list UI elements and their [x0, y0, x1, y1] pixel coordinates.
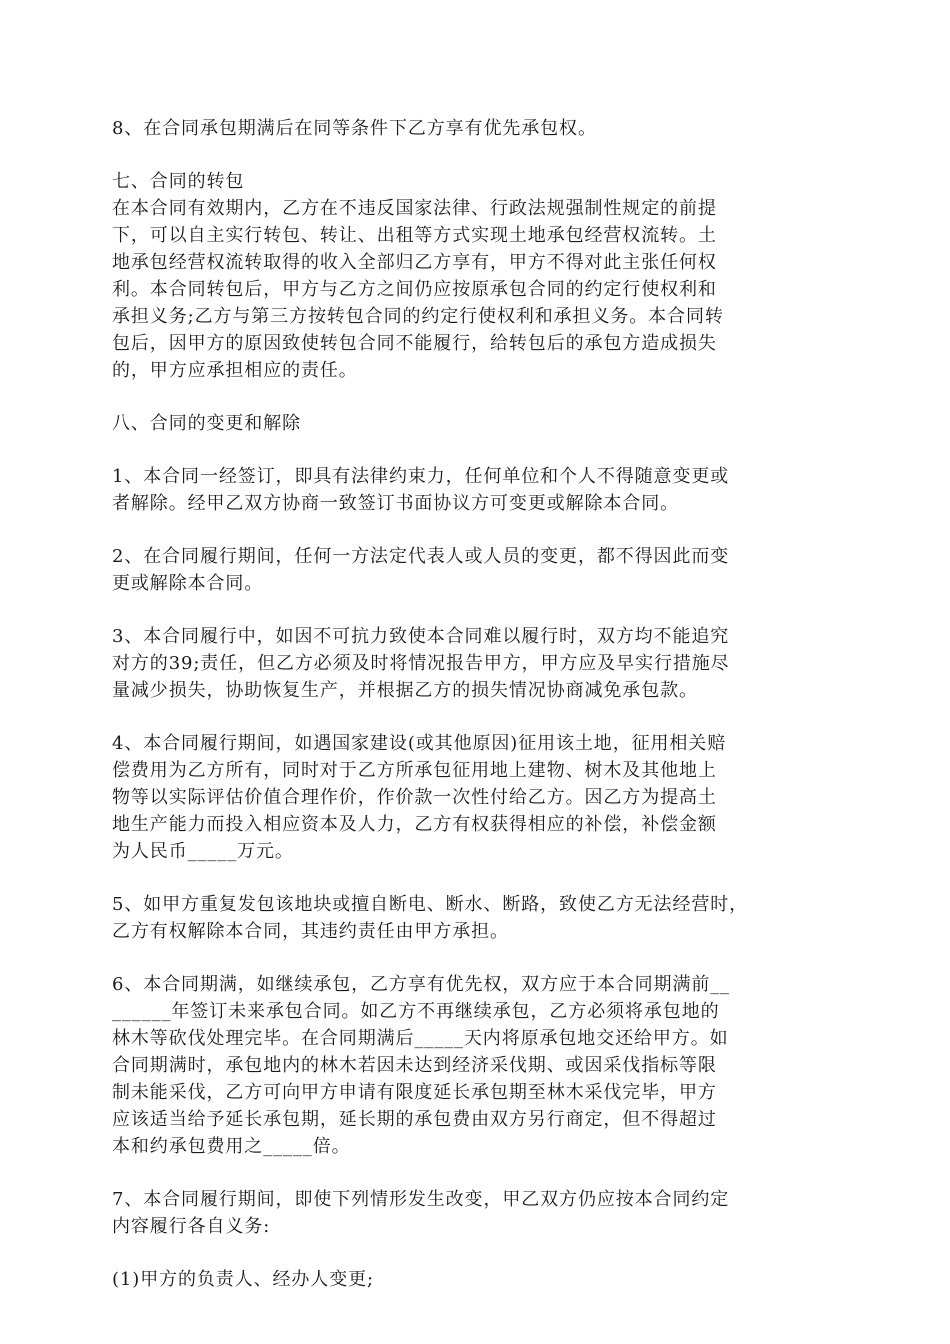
- clause-6-contract-expiry: 6、本合同期满，如继续承包，乙方享有优先权，双方应于本合同期满前__ ______年签订未来承包合同。如乙方不再继续承包，乙方必须将承包地的 林木等砍伐处理完毕。在合同期满后_____天内将原承包地交还给甲方。如 合同期满时，承包地内的林木若因未达到经济采伐期、或因采伐指标等限 制未能采伐，乙方可向甲方申请有限度延长承包期至林木采伐完毕，甲方 应该适当给予延长承包期，延长期的承包费由双方另行商定，但不得超过 本和约承包费用之_____倍。: [112, 974, 731, 1157]
- paragraph-spacer: [112, 945, 842, 971]
- section-7-heading: 七、合同的转包: [112, 171, 245, 192]
- clause-5-termination-right: 5、如甲方重复发包该地块或擅自断电、断水、断路，致使乙方无法经营时， 乙方有权解除本合同，其违约责任由甲方承担。: [112, 894, 749, 942]
- paragraph-spacer: [112, 384, 842, 410]
- paragraph-spacer: [112, 865, 842, 891]
- paragraph-spacer: [112, 437, 842, 463]
- paragraph-spacer: [112, 517, 842, 543]
- clause-2-representative-change: 2、在合同履行期间，任何一方法定代表人或人员的变更，都不得因此而变 更或解除本合同。: [112, 546, 730, 594]
- clause-4-land-requisition: 4、本合同履行期间，如遇国家建设(或其他原因)征用该土地，征用相关赔 偿费用为乙方所有，同时对于乙方所承包征用地上建物、树木及其他地上 物等以实际评估价值合理作价，作价款一次性付给乙方。因乙方为提高土 地生产能力而投入相应资本及人力，乙方有权获得相应的补偿，补偿金额 为人民币_____万元。: [112, 733, 727, 862]
- clause-8-priority-renewal: 8、在合同承包期满后在同等条件下乙方享有优先承包权。: [112, 118, 597, 139]
- clause-7-obligations: 7、本合同履行期间，即使下列情形发生改变，甲乙双方仍应按本合同约定 内容履行各自义务:: [112, 1189, 730, 1237]
- paragraph-spacer: [112, 142, 842, 168]
- document-body: [112, 115, 842, 1293]
- clause-1-binding: 1、本合同一经签订，即具有法律约束力，任何单位和个人不得随意变更或 者解除。经甲乙双方协商一致签订书面协议方可变更或解除本合同。: [112, 466, 730, 514]
- section-8-heading: 八、合同的变更和解除: [112, 413, 301, 434]
- paragraph-spacer: [112, 1240, 842, 1266]
- section-7-body: 在本合同有效期内，乙方在不违反国家法律、行政法规强制性规定的前提 下，可以自主实行转包、转让、出租等方式实现土地承包经营权流转。土 地承包经营权流转取得的收入全部归乙方享有，甲方不得对此主张任何权 利。本合同转包后，甲方与乙方之间仍应按原承包合同的约定行使权利和 承担义务;乙方与第三方按转包合同的约定行使权利和承担义务。本合同转 包后，因甲方的原因致使转包合同不能履行，给转包后的承包方造成损失 的，甲方应承担相应的责任。: [112, 198, 724, 381]
- clause-3-force-majeure: 3、本合同履行中，如因不可抗力致使本合同难以履行时，双方均不能追究 对方的39;责任，但乙方必须及时将情况报告甲方，甲方应及早实行措施尽 量减少损失，协助恢复生产，并根据乙方的损失情况协商减免承包款。: [112, 626, 730, 701]
- clause-7-item-1: (1)甲方的负责人、经办人变更;: [112, 1269, 374, 1290]
- paragraph-spacer: [112, 704, 842, 730]
- paragraph-spacer: [112, 597, 842, 623]
- paragraph-spacer: [112, 1160, 842, 1186]
